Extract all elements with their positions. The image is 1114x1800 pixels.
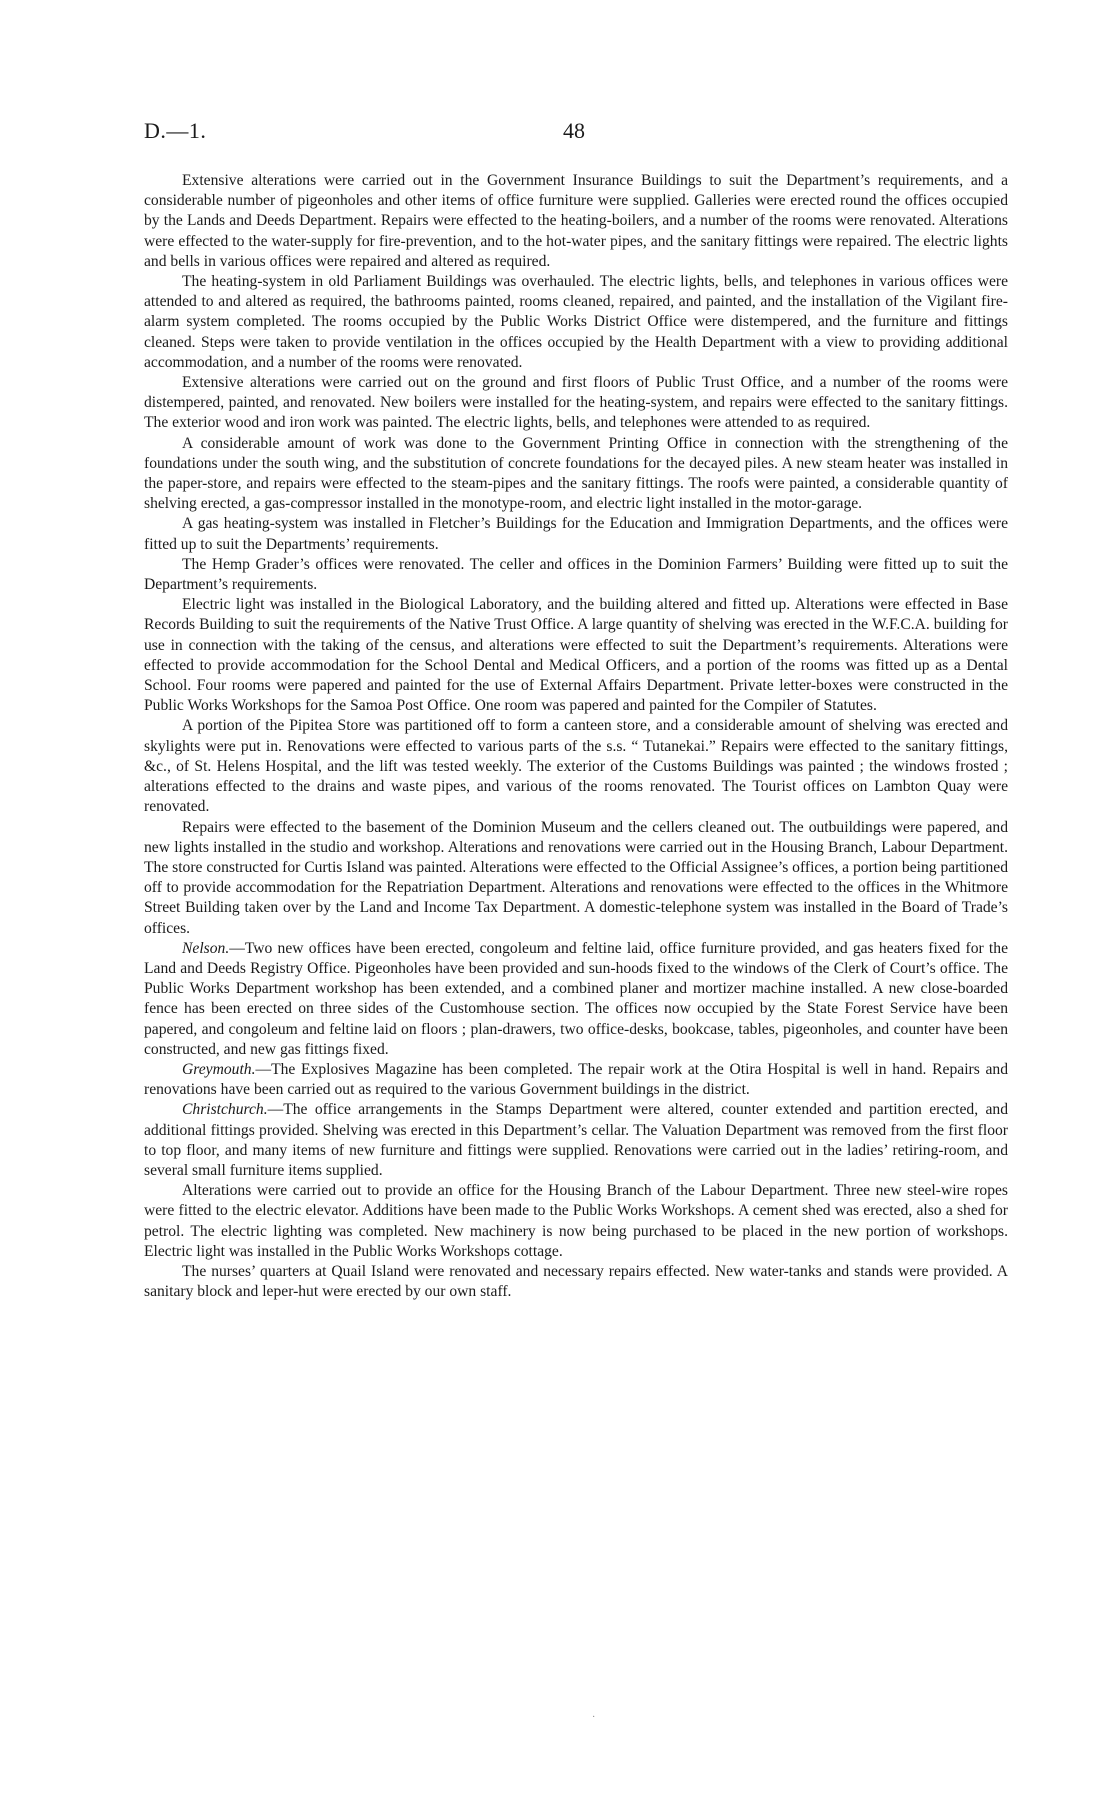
paragraph-text: A portion of the Pipitea Store was partitioned off to form a canteen store, and a considerable amount of shelving was erected and skylights were put in. Renovations were effected to various parts of the s.s. “ Tutanekai.” Repairs were effected to the sanitary fittings, &c., of St. Helens Hospital, and the lift was tested weekly. The exterior of the Customs Buildings was painted ; the windows frosted ; alterations effected to the drains and waste pipes, and various of the rooms renovated. The Tourist offices on Lambton Quay were renovated. — [144, 717, 1008, 816]
paragraph — [144, 595, 1008, 716]
scan-mark: · — [592, 1712, 596, 1723]
paragraph-text: Extensive alterations were carried out in the Government Insurance Buildings to suit the Department’s requirements, and a considerable number of pigeonholes and other items of office furniture were supplied. Galleries were erected round the offices occupied by the Lands and Deeds Department. Repairs were effected to the heating-boilers, and a number of the rooms were renovated. Alterations were effected to the water-supply for fire-prevention, and to the hot-water pipes, and the sanitary fittings were repaired. The electric lights and bells in various offices were repaired and altered as required. — [144, 172, 1008, 270]
paragraph — [144, 171, 1008, 272]
page-number: 48 — [563, 118, 585, 143]
paragraph-text: —The office arrangements in the Stamps Department were altered, counter extended and partition erected, and additional fittings provided. Shelving was erected in this Department’s cellar. The Valuation Department was removed from the first floor to top floor, and many items of new furniture and fittings were supplied. Renovations were carried out in the ladies’ retiring-room, and several small furniture items supplied. — [144, 1101, 1008, 1179]
paragraph-text: Extensive alterations were carried out on the ground and first floors of Public Trust Office, and a number of the rooms were distempered, painted, and renovated. New boilers were installed for the heating-system, and repairs were effected to the sanitary fittings. The exterior wood and iron work was painted. The electric lights, bells, and telephones were attended to as required. — [144, 374, 1008, 432]
paragraph — [144, 818, 1008, 939]
paragraph — [144, 939, 1008, 1060]
page-header — [144, 118, 1004, 148]
place-heading: Christchurch. — [182, 1101, 268, 1119]
paragraph-text: The Hemp Grader’s offices were renovated. The celler and offices in the Dominion Farmers’ Building were fitted up to suit the Department’s requirements. — [144, 555, 1008, 594]
paragraph — [144, 434, 1008, 515]
paragraph-text: The heating-system in old Parliament Buildings was overhauled. The electric lights, bells, and telephones in various offices were attended to and altered as required, the bathrooms painted, rooms cleaned, repaired, and painted, and the installation of the Vigilant fire-alarm system completed. The rooms occupied by the Public Works District Office were distempered, and the furniture and fittings cleaned. Steps were taken to provide ventilation in the offices occupied by the Health Department with a view to providing additional accommodation, and a number of the rooms were renovated. — [144, 273, 1008, 371]
place-heading: Greymouth. — [182, 1060, 256, 1078]
paragraph — [144, 272, 1008, 373]
paragraph — [144, 555, 1008, 595]
paragraph — [144, 1262, 1008, 1302]
paragraph-text: Electric light was installed in the Biological Laboratory, and the building altered and fitted up. Alterations were effected in Base Records Building to suit the requirements of the Native Trust Office. A large quantity of shelving was erected in the W.F.C.A. building for use in connection with the taking of the census, and alterations were effected to suit the Department’s requirements. Alterations were effected to provide accommodation for the School Dental and Medical Officers, and a portion of the rooms was fitted up as a Dental School. Four rooms were papered and painted for the use of External Affairs Department. Private letter-boxes were constructed in the Public Works Workshops for the Samoa Post Office. One room was papered and painted for the Compiler of Statutes. — [144, 596, 1008, 715]
place-heading: Nelson. — [182, 939, 230, 957]
paragraph-text: The nurses’ quarters at Quail Island were renovated and necessary repairs effected. New water-tanks and stands were provided. A sanitary block and leper-hut were erected by our own staff. — [144, 1262, 1008, 1301]
paragraph — [144, 1060, 1008, 1100]
paragraph-text: A gas heating-system was installed in Fletcher’s Buildings for the Education and Immigration Departments, and the offices were fitted up to suit the Departments’ requirements. — [144, 515, 1008, 553]
paragraph — [144, 1100, 1008, 1181]
paragraph — [144, 1181, 1008, 1262]
body-text — [144, 171, 1008, 1302]
paragraph-text: Alterations were carried out to provide an office for the Housing Branch of the Labour Department. Three new steel-wire ropes were fitted to the electric elevator. Additions have been made to the Public Works Workshops. A cement shed was erected, also a shed for petrol. The electric lighting was completed. New machinery is now being purchased to be placed in the new portion of workshops. Electric light was installed in the Public Works Workshops cottage. — [144, 1182, 1008, 1260]
paragraph-text: —The Explosives Magazine has been completed. The repair work at the Otira Hospital is well in hand. Repairs and renovations have been carried out as required to the various Government buildings in the district. — [144, 1060, 1008, 1099]
paragraph-text: Repairs were effected to the basement of the Dominion Museum and the cellers cleaned out. The outbuildings were papered, and new lights installed in the studio and workshop. Alterations and renovations were carried out in the Housing Branch, Labour Department. The store constructed for Curtis Island was painted. Alterations were effected to the Official Assignee’s offices, a portion being partitioned off to provide accommodation for the Repatriation Department. Alterations and renovations were effected to the offices in the Whitmore Street Building taken over by the Land and Income Tax Department. A domestic-telephone system was installed in the Board of Trade’s offices. — [144, 818, 1008, 937]
paragraph — [144, 716, 1008, 817]
paragraph — [144, 373, 1008, 434]
paragraph-text: —Two new offices have been erected, congoleum and feltine laid, office furniture provided, and gas heaters fixed for the Land and Deeds Registry Office. Pigeonholes have been provided and sun-hoods fixed to the windows of the Clerk of Court’s office. The Public Works Department workshop has been extended, and a combined planer and mortizer machine installed. A new close-boarded fence has been erected on three sides of the Customhouse section. The offices now occupied by the State Forest Service have been papered, and congoleum and feltine laid on floors ; plan-drawers, two office-desks, bookcase, tables, pigeonholes, and counter have been constructed, and new gas fittings fixed. — [144, 939, 1008, 1058]
paragraph-text: A considerable amount of work was done to the Government Printing Office in connection with the strengthening of the foundations under the south wing, and the substitution of concrete foundations for the decayed piles. A new steam heater was installed in the paper-store, and repairs were effected to the steam-pipes and the sanitary fittings. The roofs were painted, a considerable quantity of shelving erected, a gas-compressor installed in the monotype-room, and electric light installed in the motor-garage. — [144, 434, 1008, 513]
paragraph — [144, 514, 1008, 554]
document-reference: D.—1. — [144, 118, 207, 143]
